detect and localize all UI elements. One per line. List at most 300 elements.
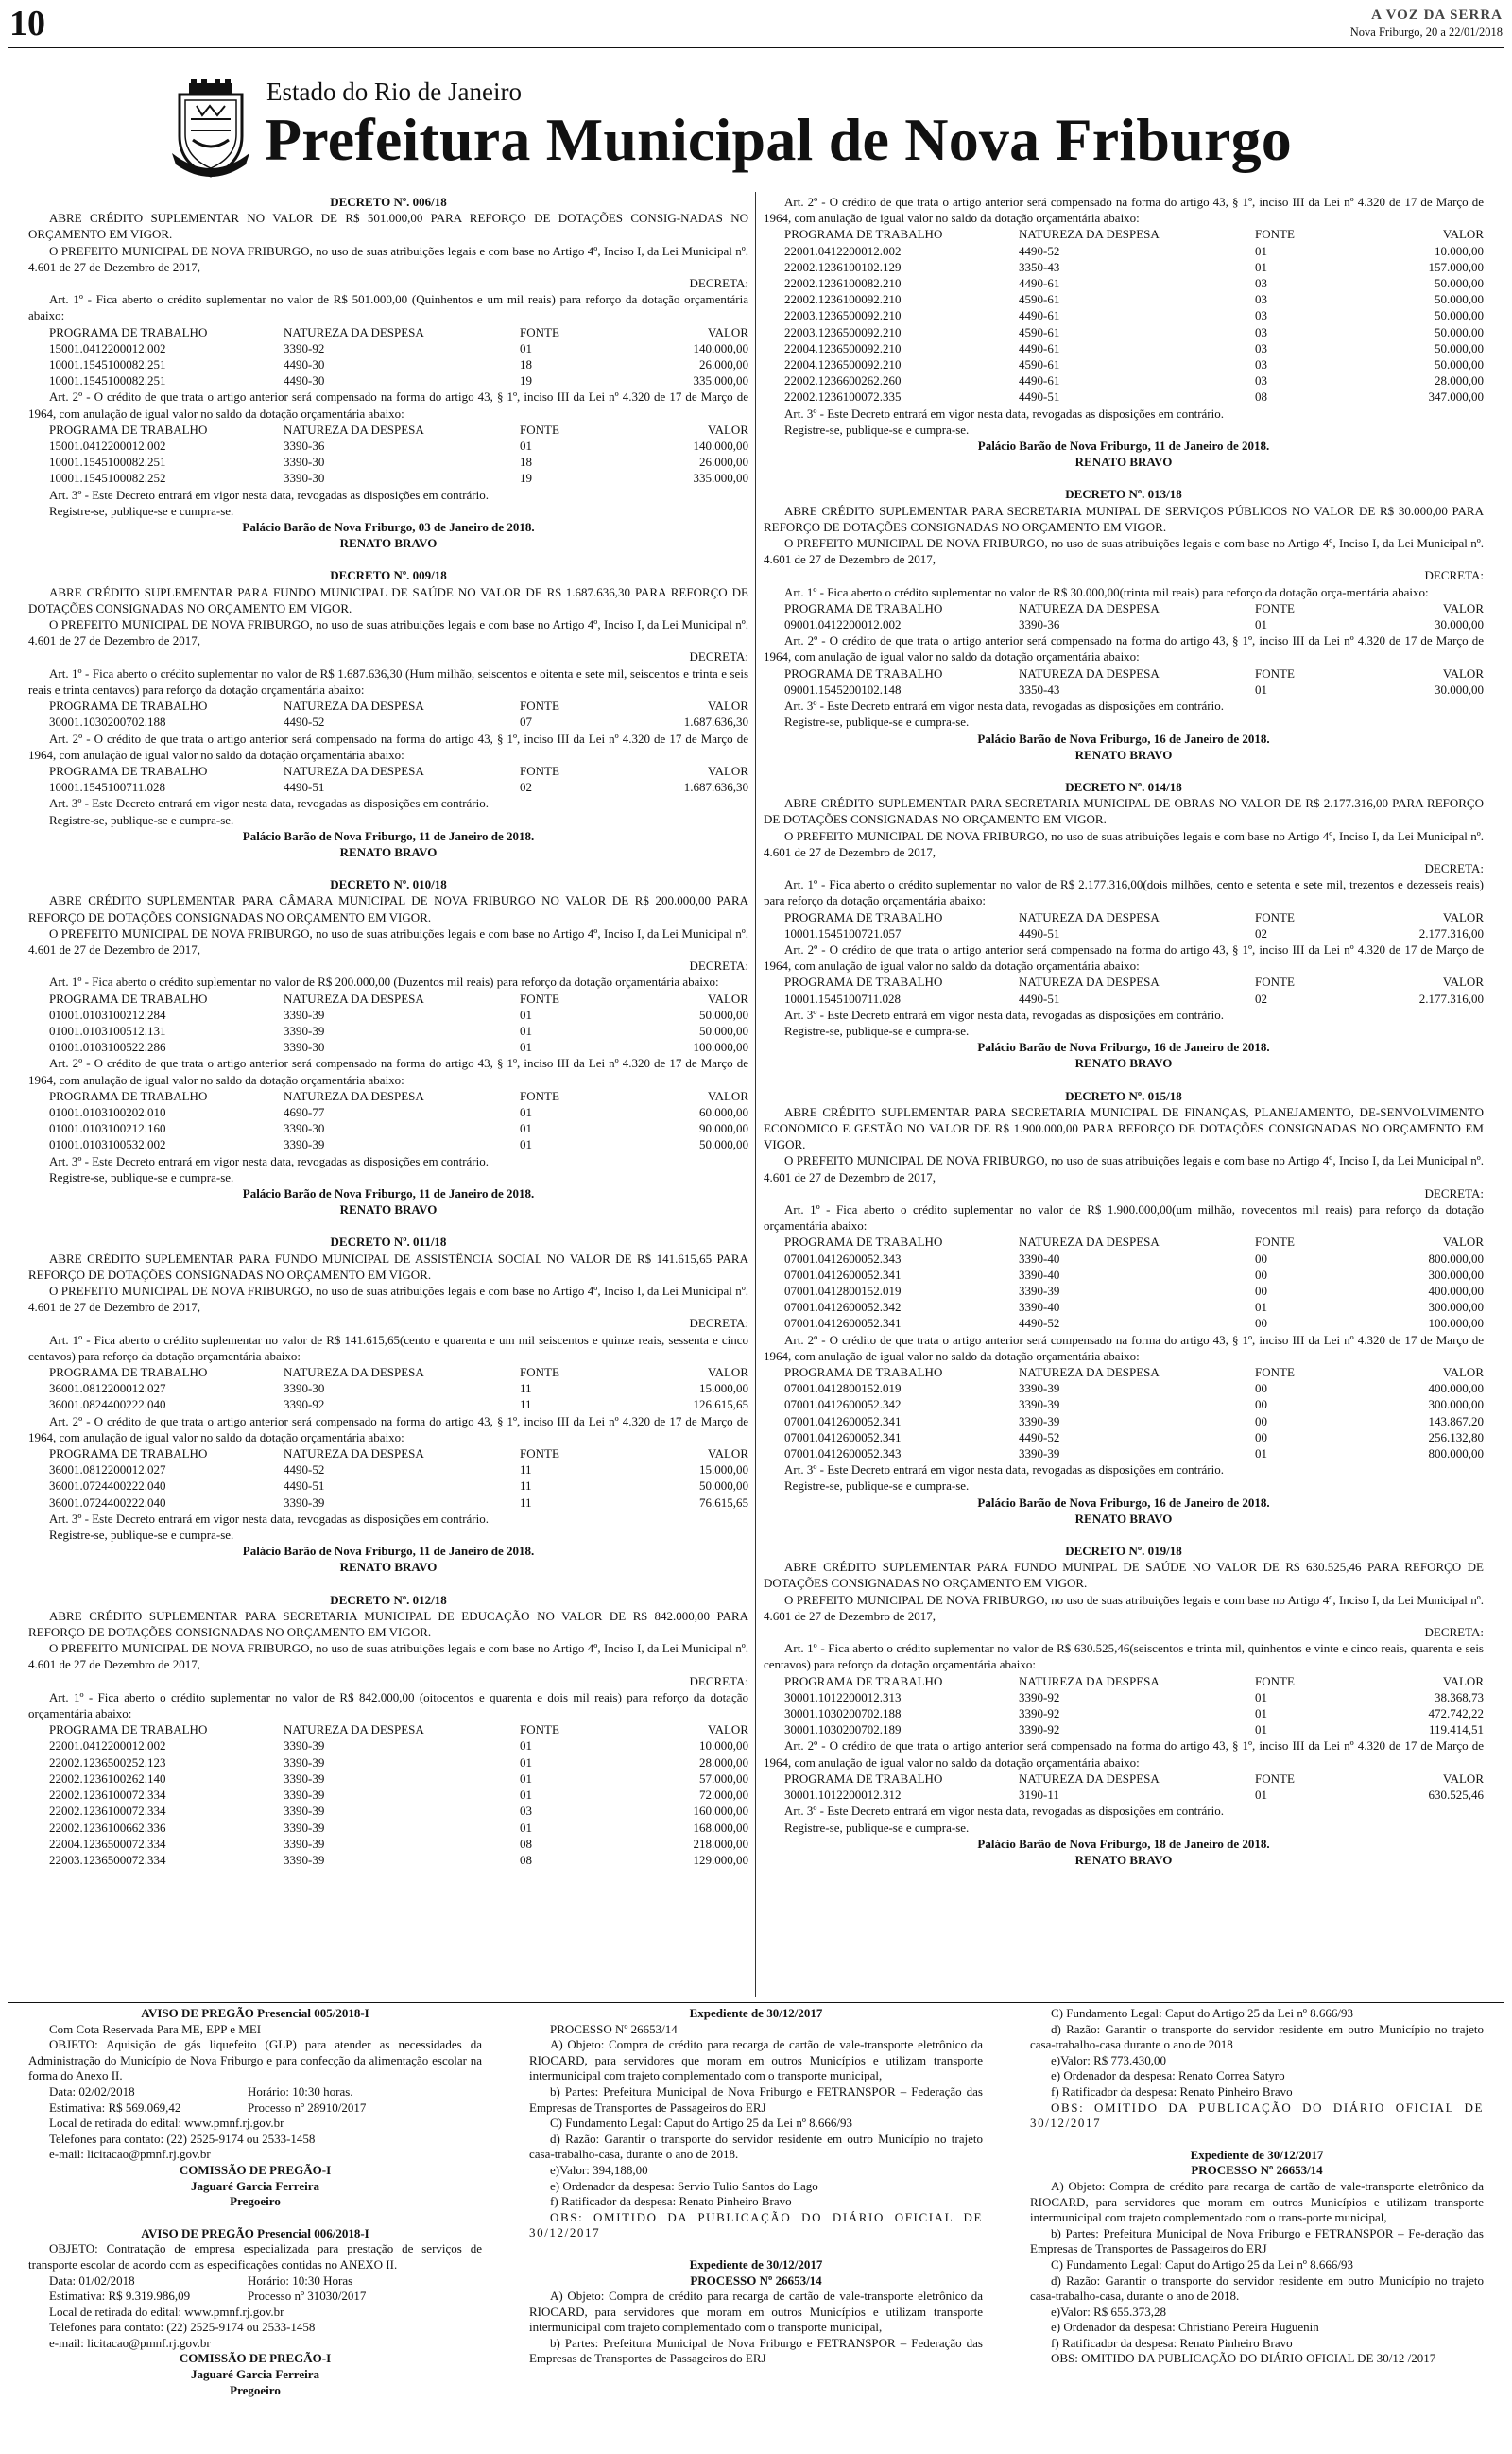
column-header: FONTE — [1255, 600, 1295, 615]
table-row — [764, 925, 1484, 942]
decree-heading: DECRETO Nº. 013/18 — [1065, 487, 1182, 502]
paragraph: Art. 2º - O crédito de que trata o artigo anterior será compensado na forma do artigo 43, § 1º, inciso III da Lei nº 4.320 de 17 de Março de 1964, com anulação de igual valor no saldo da dotação orçamentária abaixo: — [28, 1413, 748, 1444]
table-cell: 01 — [1255, 682, 1267, 697]
kv-right: Horário: 10:30 Horas — [248, 2273, 353, 2288]
table-cell: 3390-39 — [284, 1754, 325, 1770]
table-cell: 50.000,00 — [699, 1137, 748, 1152]
paragraph: Art. 1º - Fica aberto o crédito suplementar no valor de R$ 30.000,00(trinta mil reais) para reforço da dotação orça-mentária abaixo: — [784, 584, 1429, 599]
table-cell: 00 — [1255, 1397, 1267, 1412]
table-cell: 90.000,00 — [699, 1121, 748, 1136]
table-cell: 3390-39 — [284, 1788, 325, 1803]
table-cell: 09001.1545200102.148 — [784, 682, 902, 697]
paragraph: Com Cota Reservada Para ME, EPP e MEI — [49, 2021, 262, 2036]
table-cell: 01 — [1255, 1446, 1267, 1461]
paragraph: OBS: OMITIDO DA PUBLICAÇÃO DO DIÁRIO OFICIAL DE 30/12/2017 — [529, 2209, 983, 2240]
paragraph: Local de retirada do edital: www.pmnf.rj.gov.br — [49, 2304, 284, 2319]
column-header: PROGRAMA DE TRABALHO — [49, 763, 208, 778]
table-row — [764, 307, 1484, 323]
decreta-label: DECRETA: — [1424, 1625, 1484, 1640]
table-row — [764, 243, 1484, 259]
table-cell: 2.177.316,00 — [1418, 991, 1484, 1006]
table-cell: 10.000,00 — [699, 1738, 748, 1754]
table-cell: 800.000,00 — [1428, 1251, 1484, 1266]
table-row — [764, 1413, 1484, 1429]
decreta-label: DECRETA: — [689, 959, 748, 974]
table-cell: 160.000,00 — [693, 1804, 748, 1819]
table-row — [28, 1803, 748, 1819]
decreta-label: DECRETA: — [1424, 860, 1484, 875]
table-cell: 50.000,00 — [699, 1007, 748, 1022]
column-header: VALOR — [707, 991, 748, 1006]
table-cell: 03 — [1255, 357, 1267, 372]
table-cell: 30.000,00 — [1435, 682, 1484, 697]
budget-table — [764, 974, 1484, 1006]
table-row — [28, 1836, 748, 1852]
column-header: FONTE — [520, 1446, 559, 1461]
top-rule — [8, 47, 1504, 48]
table-cell: 50.000,00 — [1435, 357, 1484, 372]
table-cell: 3390-92 — [1019, 1689, 1060, 1704]
column-header: FONTE — [520, 1365, 559, 1380]
paragraph: Art. 3º - Este Decreto entrará em vigor nesta data, revogadas as disposições em contrário. — [49, 1511, 489, 1526]
column-header: VALOR — [1442, 909, 1484, 925]
column-header: NATUREZA DA DESPESA — [284, 1446, 424, 1461]
table-cell: 10001.1545100711.028 — [49, 780, 166, 795]
table-cell: 07001.0412600052.341 — [784, 1413, 902, 1428]
centered-line: RENATO BRAVO — [1074, 747, 1173, 762]
centered-line: RENATO BRAVO — [339, 1560, 438, 1575]
table-cell: 22004.1236500092.210 — [784, 357, 902, 372]
spacer — [28, 551, 748, 567]
table-cell: 28.000,00 — [699, 1754, 748, 1770]
table-row — [764, 1283, 1484, 1299]
table-cell: 129.000,00 — [693, 1852, 748, 1867]
table-row — [28, 340, 748, 356]
table-cell: 50.000,00 — [699, 1023, 748, 1038]
table-cell: 3390-30 — [284, 455, 325, 470]
table-cell: 01 — [520, 1738, 532, 1754]
table-row — [28, 1478, 748, 1494]
table-cell: 3390-92 — [1019, 1722, 1060, 1737]
table-cell: 3190-11 — [1019, 1788, 1059, 1803]
table-row — [28, 1461, 748, 1478]
table-cell: 22002.1236100262.140 — [49, 1771, 166, 1786]
table-cell: 01 — [520, 1121, 532, 1136]
paragraph: Art. 2º - O crédito de que trata o artigo anterior será compensado na forma do artigo 43, § 1º, inciso III da Lei nº 4.320 de 17 de Março de 1964, com anulação de igual valor no saldo da dotação orçamentária abaixo: — [28, 731, 748, 762]
table-cell: 30001.1012200012.313 — [784, 1689, 902, 1704]
table-row — [764, 372, 1484, 389]
column-header: FONTE — [520, 1722, 559, 1737]
table-cell: 01 — [520, 1788, 532, 1803]
table-cell: 36001.0812200012.027 — [49, 1381, 166, 1396]
column-header: PROGRAMA DE TRABALHO — [784, 975, 943, 990]
budget-table — [28, 763, 748, 795]
table-row — [28, 1495, 748, 1511]
paragraph: Telefones para contato: (22) 2525-9174 ou 2533-1458 — [49, 2131, 316, 2146]
table-row — [764, 389, 1484, 405]
table-cell: 3390-39 — [1019, 1284, 1060, 1298]
paragraph: Art. 3º - Este Decreto entrará em vigor nesta data, revogadas as disposições em contrário. — [49, 796, 489, 811]
table-cell: 76.615,65 — [699, 1495, 748, 1510]
table-cell: 30001.1012200012.312 — [784, 1788, 902, 1803]
column-header: VALOR — [1442, 1235, 1484, 1250]
paper-date: Nova Friburgo, 20 a 22/01/2018 — [1349, 26, 1503, 39]
table-cell: 50.000,00 — [1435, 276, 1484, 291]
table-cell: 01001.0103100522.286 — [49, 1040, 166, 1055]
table-cell: 30001.1030200702.188 — [49, 715, 166, 730]
paragraph: Art. 1º - Fica aberto o crédito suplementar no valor de R$ 2.177.316,00(dois milhões, cento e setenta e sete mil, trezentos e dezesseis reais) para reforço da dotação orçamentária abaixo: — [764, 877, 1484, 908]
masthead — [1350, 8, 1503, 40]
paragraph: f) Ratificador da despesa: Renato Pinheiro Bravo — [550, 2194, 792, 2209]
table-cell: 126.615,65 — [693, 1397, 748, 1412]
paragraph: OBS: OMITIDO DA PUBLICAÇÃO DO DIÁRIO OFICIAL DE 30/12 /2017 — [1051, 2351, 1436, 2366]
column-header: PROGRAMA DE TRABALHO — [784, 1771, 943, 1786]
page-number: 10 — [9, 4, 45, 43]
table-cell: 335.000,00 — [693, 471, 748, 486]
table-cell: 01 — [1255, 1300, 1267, 1315]
table-cell: 3350-43 — [1019, 259, 1060, 274]
table-row — [28, 1820, 748, 1836]
paragraph: O PREFEITO MUNICIPAL DE NOVA FRIBURGO, no uso de suas atribuições legais e com base no Artigo 4º, Inciso I, da Lei Municipal nº. 4.601 de 27 de Dezembro de 2017, — [764, 1153, 1484, 1184]
paragraph: O PREFEITO MUNICIPAL DE NOVA FRIBURGO, no uso de suas atribuições legais e com base no Artigo 4º, Inciso I, da Lei Municipal nº. 4.601 de 27 de Dezembro de 2017, — [764, 536, 1484, 567]
paragraph: Art. 1º - Fica aberto o crédito suplementar no valor de R$ 1.900.000,00(um milhão, novecentos mil reais) para reforço da dotação orçamentária abaixo: — [764, 1201, 1484, 1234]
table-cell: 02 — [1255, 991, 1267, 1006]
paragraph: A) Objeto: Compra de crédito para recarga de cartão de vale-transporte eletrônico da RIOCARD, para servidores que moram em outros Municípios e utilizam transporte intermunicipal com trajeto complementado com o transporte municipal, — [529, 2037, 983, 2083]
table-header-row — [764, 1673, 1484, 1689]
table-cell: 50.000,00 — [1435, 340, 1484, 355]
table-cell: 07001.0412800152.019 — [784, 1381, 902, 1396]
budget-table — [764, 226, 1484, 405]
column-header: NATUREZA DA DESPESA — [1019, 1771, 1160, 1786]
decreta-label: DECRETA: — [689, 1316, 748, 1331]
table-cell: 22002.1236100072.334 — [49, 1804, 166, 1819]
column-header: PROGRAMA DE TRABALHO — [784, 1365, 943, 1380]
table-cell: 3390-40 — [1019, 1251, 1060, 1266]
paragraph: Art. 3º - Este Decreto entrará em vigor nesta data, revogadas as disposições em contrário. — [784, 699, 1224, 714]
table-cell: 00 — [1255, 1381, 1267, 1396]
paragraph: O PREFEITO MUNICIPAL DE NOVA FRIBURGO, no uso de suas atribuições legais e com base no Artigo 4º, Inciso I, da Lei Municipal nº. 4.601 de 27 de Dezembro de 2017, — [764, 828, 1484, 859]
table-cell: 11 — [520, 1462, 532, 1478]
column-header: VALOR — [1442, 1673, 1484, 1688]
table-cell: 3390-39 — [284, 1738, 325, 1754]
table-cell: 03 — [1255, 340, 1267, 355]
table-cell: 07001.0412800152.019 — [784, 1284, 902, 1298]
table-cell: 50.000,00 — [1435, 308, 1484, 323]
table-cell: 00 — [1255, 1316, 1267, 1331]
table-cell: 01 — [1255, 243, 1267, 258]
paragraph: Art. 3º - Este Decreto entrará em vigor nesta data, revogadas as disposições em contrário. — [784, 1462, 1224, 1478]
column-header: PROGRAMA DE TRABALHO — [49, 991, 208, 1006]
column-header: FONTE — [1255, 1771, 1295, 1786]
table-header-row — [764, 1771, 1484, 1787]
table-cell: 19 — [520, 471, 532, 486]
column-header: FONTE — [1255, 975, 1295, 990]
table-row — [764, 324, 1484, 340]
paragraph: e)Valor: 394,188,00 — [550, 2162, 648, 2177]
table-row — [28, 438, 748, 454]
table-cell: 1.687.636,30 — [683, 715, 748, 730]
table-row — [28, 470, 748, 486]
centered-line: Palácio Barão de Nova Friburgo, 11 de Janeiro de 2018. — [977, 439, 1270, 454]
paragraph: C) Fundamento Legal: Caput do Artigo 25 da Lei nº 8.666/93 — [1051, 2256, 1353, 2272]
table-cell: 4690-77 — [284, 1104, 325, 1119]
paragraph: Art. 2º - O crédito de que trata o artigo anterior será compensado na forma do artigo 43, § 1º, inciso III da Lei nº 4.320 de 17 de Março de 1964, com anulação de igual valor no saldo da dotação orçamentária abaixo: — [28, 389, 748, 421]
decree-summary: ABRE CRÉDITO SUPLEMENTAR PARA FUNDO MUNICIPAL DE ASSISTÊNCIA SOCIAL NO VALOR DE R$ 141.615,65 PARA REFORÇO DE DOTAÇÕES CONSIGNADAS NO ORÇAMENTO EM VIGOR. — [28, 1251, 748, 1282]
column-header: NATUREZA DA DESPESA — [1019, 665, 1160, 681]
key-value-line — [28, 2100, 482, 2117]
paragraph: d) Razão: Garantir o transporte do servidor residente em outro Município no trajeto casa-trabalho-casa, durante o ano de 2018. — [1030, 2273, 1484, 2304]
table-cell: 168.000,00 — [693, 1820, 748, 1835]
decree-summary: ABRE CRÉDITO SUPLEMENTAR PARA SECRETARIA MUNICIPAL DE OBRAS NO VALOR DE R$ 2.177.316,00 PARA REFORÇO DE DOTAÇÕES CONSIGNADAS NO ORÇAMENTO EM VIGOR. — [764, 796, 1484, 827]
table-cell: 4490-52 — [1019, 1429, 1060, 1444]
table-cell: 10001.1545100721.057 — [784, 925, 902, 941]
table-cell: 4490-52 — [284, 1462, 325, 1478]
paragraph: Art. 2º - O crédito de que trata o artigo anterior será compensado na forma do artigo 43, § 1º, inciso III da Lei nº 4.320 de 17 de Março de 1964, com anulação de igual valor no saldo da dotação orçamentária abaixo: — [28, 1056, 748, 1087]
centered-line: Pregoeiro — [230, 2382, 281, 2397]
budget-table — [764, 1771, 1484, 1803]
column-header: FONTE — [520, 324, 559, 339]
table-cell: 3350-43 — [1019, 682, 1060, 697]
paragraph: Art. 1º - Fica aberto o crédito suplementar no valor de R$ 630.525,46(seiscentos e trinta mil, quinhentos e vinte e cinco reais, quarenta e seis centavos) para reforço da dotação orçamentária abaixo: — [764, 1641, 1484, 1672]
column-header: NATUREZA DA DESPESA — [1019, 975, 1160, 990]
decree-summary: ABRE CRÉDITO SUPLEMENTAR PARA SECRETARIA MUNIPAL DE SERVIÇOS PÚBLICOS NO VALOR DE R$ 30.000,00 PARA REFORÇO DE DOTAÇÕES CONSIGNADAS NO ORÇAMENTO EM VIGOR. — [764, 503, 1484, 534]
paragraph: Art. 3º - Este Decreto entrará em vigor nesta data, revogadas as disposições em contrário. — [49, 487, 489, 502]
decreta-label: DECRETA: — [689, 276, 748, 291]
table-row — [28, 1039, 748, 1055]
paragraph: Art. 3º - Este Decreto entrará em vigor nesta data, revogadas as disposições em contrário. — [784, 1804, 1224, 1819]
centered-line: Palácio Barão de Nova Friburgo, 16 de Janeiro de 2018. — [977, 731, 1270, 746]
paragraph: Registre-se, publique-se e cumpra-se. — [784, 1023, 970, 1038]
column-header: VALOR — [1442, 1771, 1484, 1786]
paragraph: Art. 1º - Fica aberto o crédito suplementar no valor de R$ 501.000,00 (Quinhentos e um mil reais) para reforço da dotação orçamentária abaixo: — [28, 292, 748, 323]
table-cell: 07001.0412600052.342 — [784, 1397, 902, 1412]
column-header: PROGRAMA DE TRABALHO — [784, 1673, 943, 1688]
table-header-row — [28, 422, 748, 438]
table-cell: 10001.1545100082.251 — [49, 357, 166, 372]
column-header: VALOR — [707, 1446, 748, 1461]
table-row — [764, 291, 1484, 307]
centered-line: Expediente de 30/12/2017 — [689, 2006, 823, 2020]
budget-table — [28, 991, 748, 1056]
centered-line: Pregoeiro — [230, 2194, 281, 2209]
paragraph: OBS: OMITIDO DA PUBLICAÇÃO DO DIÁRIO OFICIAL DE 30/12/2017 — [1030, 2100, 1484, 2131]
paragraph: Art. 1º - Fica aberto o crédito suplementar no valor de R$ 200.000,00 (Duzentos mil reais) para reforço da dotação orçamentária abaixo: — [49, 975, 719, 990]
budget-table — [28, 324, 748, 389]
column-header: VALOR — [1442, 600, 1484, 615]
table-cell: 03 — [1255, 373, 1267, 389]
budget-table — [28, 1445, 748, 1511]
table-cell: 01 — [520, 1104, 532, 1119]
paragraph: Art. 3º - Este Decreto entrará em vigor nesta data, revogadas as disposições em contrário. — [784, 406, 1224, 421]
table-cell: 335.000,00 — [693, 373, 748, 389]
table-cell: 3390-39 — [284, 1836, 325, 1851]
table-cell: 3390-92 — [284, 340, 325, 355]
paragraph: O PREFEITO MUNICIPAL DE NOVA FRIBURGO, no uso de suas atribuições legais e com base no Artigo 4º, Inciso I, da Lei Municipal nº. 4.601 de 27 de Dezembro de 2017, — [28, 243, 748, 274]
table-cell: 300.000,00 — [1428, 1300, 1484, 1315]
table-cell: 10.000,00 — [1435, 243, 1484, 258]
table-cell: 143.867,20 — [1428, 1413, 1484, 1428]
column-header: PROGRAMA DE TRABALHO — [49, 324, 208, 339]
table-cell: 01001.0103100212.160 — [49, 1121, 166, 1136]
table-cell: 22002.1236100092.210 — [784, 292, 902, 307]
table-row — [764, 1299, 1484, 1315]
table-cell: 07001.0412600052.341 — [784, 1267, 902, 1282]
table-cell: 01 — [520, 1007, 532, 1022]
paragraph: Art. 2º - O crédito de que trata o artigo anterior será compensado na forma do artigo 43, § 1º, inciso III da Lei nº 4.320 de 17 de Março de 1964, com anulação de igual valor no saldo da dotação orçamentária abaixo: — [764, 195, 1484, 226]
decree-summary: ABRE CRÉDITO SUPLEMENTAR PARA FUNDO MUNIPAL DE SAÚDE NO VALOR DE R$ 630.525,46 PARA REFORÇO DE DOTAÇÕES CONSIGNADAS NO ORÇAMENTO EM VIGOR. — [764, 1560, 1484, 1591]
table-cell: 01 — [520, 1771, 532, 1786]
table-cell: 15001.0412200012.002 — [49, 340, 166, 355]
column-header: NATUREZA DA DESPESA — [284, 324, 424, 339]
table-cell: 11 — [520, 1495, 532, 1510]
column-header: FONTE — [520, 991, 559, 1006]
table-cell: 22001.0412200012.002 — [49, 1738, 166, 1754]
centered-line: COMISSÃO DE PREGÃO-I — [179, 2162, 332, 2177]
column-header: NATUREZA DA DESPESA — [284, 1722, 424, 1737]
paragraph: OBJETO: Aquisição de gás liquefeito (GLP) para atender as necessidades da Administração do Município de Nova Friburgo e para confecção da alimentação escolar na forma do Anexo II. — [28, 2037, 482, 2083]
paragraph: e) Ordenador da despesa: Servio Tulio Santos do Lago — [550, 2178, 818, 2193]
table-cell: 3390-39 — [1019, 1381, 1060, 1396]
table-row — [28, 1754, 748, 1771]
column-header: FONTE — [1255, 1673, 1295, 1688]
table-cell: 57.000,00 — [699, 1771, 748, 1786]
table-row — [28, 1136, 748, 1152]
coat-of-arms-icon — [168, 78, 253, 181]
column-header: PROGRAMA DE TRABALHO — [784, 1235, 943, 1250]
centered-line: Palácio Barão de Nova Friburgo, 11 de Janeiro de 2018. — [242, 1544, 535, 1559]
table-cell: 10001.1545100082.251 — [49, 455, 166, 470]
table-header-row — [764, 1364, 1484, 1380]
table-cell: 256.132,80 — [1428, 1429, 1484, 1444]
table-cell: 30001.1030200702.188 — [784, 1706, 902, 1721]
table-cell: 15.000,00 — [699, 1381, 748, 1396]
table-cell: 38.368,73 — [1435, 1689, 1484, 1704]
column-header: NATUREZA DA DESPESA — [1019, 600, 1160, 615]
table-cell: 3390-39 — [284, 1771, 325, 1786]
table-cell: 36001.0724400222.040 — [49, 1478, 166, 1494]
table-cell: 4590-61 — [1019, 324, 1060, 339]
table-cell: 100.000,00 — [693, 1040, 748, 1055]
column-header: VALOR — [1442, 975, 1484, 990]
column-header: PROGRAMA DE TRABALHO — [49, 422, 208, 437]
column-header: PROGRAMA DE TRABALHO — [784, 909, 943, 925]
paragraph: b) Partes: Prefeitura Municipal de Nova Friburgo e FETRANSPOR – Fe-deração das Empresas de Transportes de Passageiros do ERJ — [1030, 2225, 1484, 2256]
centered-line: COMISSÃO DE PREGÃO-I — [179, 2351, 332, 2366]
table-cell: 01 — [1255, 617, 1267, 632]
table-cell: 01 — [520, 1754, 532, 1770]
table-row — [28, 1104, 748, 1120]
table-cell: 01 — [520, 340, 532, 355]
table-cell: 3390-39 — [284, 1495, 325, 1510]
decree-summary: ABRE CRÉDITO SUPLEMENTAR PARA SECRETARIA MUNICIPAL DE FINANÇAS, PLANEJAMENTO, DE-SENVOLVIMENTO ECONOMICO E GESTÃO NO VALOR DE R$ 1.900.000,00 PARA REFORÇO DE DOTAÇÕES CONSIGNADAS NO ORÇAMENTO EM VIGOR. — [764, 1104, 1484, 1152]
column-header: PROGRAMA DE TRABALHO — [49, 1722, 208, 1737]
budget-table — [764, 665, 1484, 698]
table-cell: 300.000,00 — [1428, 1267, 1484, 1282]
column-header: NATUREZA DA DESPESA — [284, 1088, 424, 1103]
table-cell: 3390-30 — [284, 1381, 325, 1396]
table-cell: 22002.1236500252.123 — [49, 1754, 166, 1770]
table-cell: 07001.0412600052.343 — [784, 1446, 902, 1461]
paragraph: Registre-se, publique-se e cumpra-se. — [784, 1820, 970, 1835]
table-row — [764, 1251, 1484, 1267]
table-cell: 01 — [520, 1137, 532, 1152]
table-row — [764, 682, 1484, 698]
table-cell: 00 — [1255, 1251, 1267, 1266]
table-header-row — [764, 974, 1484, 990]
table-cell: 08 — [1255, 389, 1267, 405]
budget-table — [764, 1673, 1484, 1738]
table-header-row — [764, 909, 1484, 925]
table-row — [764, 340, 1484, 356]
table-cell: 01001.0103100212.284 — [49, 1007, 166, 1022]
table-cell: 3390-39 — [284, 1804, 325, 1819]
column-header: FONTE — [1255, 909, 1295, 925]
column-header: NATUREZA DA DESPESA — [284, 1365, 424, 1380]
column-header: VALOR — [707, 1088, 748, 1103]
table-cell: 22004.1236500092.210 — [784, 340, 902, 355]
centered-line: PROCESSO Nº 26653/14 — [1191, 2163, 1323, 2178]
table-cell: 50.000,00 — [699, 1478, 748, 1494]
paragraph: f) Ratificador da despesa: Renato Pinheiro Bravo — [1051, 2083, 1293, 2099]
paragraph: Registre-se, publique-se e cumpra-se. — [784, 1478, 970, 1494]
table-cell: 11 — [520, 1381, 532, 1396]
paragraph: Local de retirada do edital: www.pmnf.rj.gov.br — [49, 2116, 284, 2131]
column-header: VALOR — [707, 699, 748, 714]
paragraph: Registre-se, publique-se e cumpra-se. — [49, 1169, 234, 1184]
column-header: FONTE — [1255, 1365, 1295, 1380]
column-header: NATUREZA DA DESPESA — [1019, 1365, 1160, 1380]
table-row — [28, 1737, 748, 1754]
table-cell: 02 — [520, 780, 532, 795]
kv-left: Estimativa: R$ 9.319.986,09 — [49, 2289, 191, 2304]
paragraph: Registre-se, publique-se e cumpra-se. — [784, 422, 970, 437]
page-title: Prefeitura Municipal de Nova Friburgo — [265, 106, 1292, 173]
decree-heading: DECRETO Nº. 012/18 — [330, 1592, 447, 1607]
decree-heading: DECRETO Nº. 011/18 — [330, 1235, 447, 1250]
kv-left: Estimativa: R$ 569.069,42 — [49, 2100, 181, 2115]
table-row — [764, 1315, 1484, 1331]
paragraph: OBJETO: Contratação de empresa especializada para prestação de serviços de transporte escolar de acordo com as especificações contidas no ANEXO II. — [28, 2241, 482, 2272]
column-header: NATUREZA DA DESPESA — [1019, 227, 1160, 242]
paragraph: Art. 2º - O crédito de que trata o artigo anterior será compensado na forma do artigo 43, § 1º, inciso III da Lei nº 4.320 de 17 de Março de 1964, com anulação de igual valor no saldo da dotação orçamentária abaixo: — [764, 942, 1484, 974]
centered-line: AVISO DE PREGÃO Presencial 005/2018-I — [141, 2006, 369, 2020]
table-cell: 4490-51 — [1019, 991, 1060, 1006]
paragraph: Registre-se, publique-se e cumpra-se. — [49, 1528, 234, 1543]
table-cell: 07001.0412600052.341 — [784, 1429, 902, 1444]
table-cell: 22002.1236100662.336 — [49, 1820, 166, 1835]
state-name: Estado do Rio de Janeiro — [266, 78, 522, 106]
table-header-row — [764, 665, 1484, 682]
decree-summary: ABRE CRÉDITO SUPLEMENTAR NO VALOR DE R$ 501.000,00 PARA REFORÇO DE DOTAÇÕES CONSIG-NADAS NO ORÇAMENTO EM VIGOR. — [28, 211, 748, 242]
table-cell: 22003.1236500092.210 — [784, 308, 902, 323]
section-rule — [8, 2002, 1504, 2003]
centered-line: Palácio Barão de Nova Friburgo, 11 de Janeiro de 2018. — [242, 1185, 535, 1201]
table-row — [764, 1689, 1484, 1705]
column-header: VALOR — [707, 763, 748, 778]
paragraph: A) Objeto: Compra de crédito para recarga de cartão de vale-transporte eletrônico da RIOCARD, para servidores que moram em outros Municípios e utilizam transporte intermunicipal com trajeto complementado com o trans-porte municipal, — [1030, 2178, 1484, 2225]
table-cell: 4490-61 — [1019, 276, 1060, 291]
centered-line: RENATO BRAVO — [1074, 1852, 1173, 1867]
centered-line: Palácio Barão de Nova Friburgo, 16 de Janeiro de 2018. — [977, 1040, 1270, 1055]
table-cell: 03 — [1255, 276, 1267, 291]
table-cell: 157.000,00 — [1428, 259, 1484, 274]
kv-left: Data: 01/02/2018 — [49, 2273, 135, 2288]
table-cell: 400.000,00 — [1428, 1381, 1484, 1396]
centered-line: Expediente de 30/12/2017 — [689, 2256, 823, 2272]
table-cell: 4490-52 — [284, 715, 325, 730]
column-header: NATUREZA DA DESPESA — [284, 422, 424, 437]
centered-line: Palácio Barão de Nova Friburgo, 16 de Janeiro de 2018. — [977, 1495, 1270, 1510]
